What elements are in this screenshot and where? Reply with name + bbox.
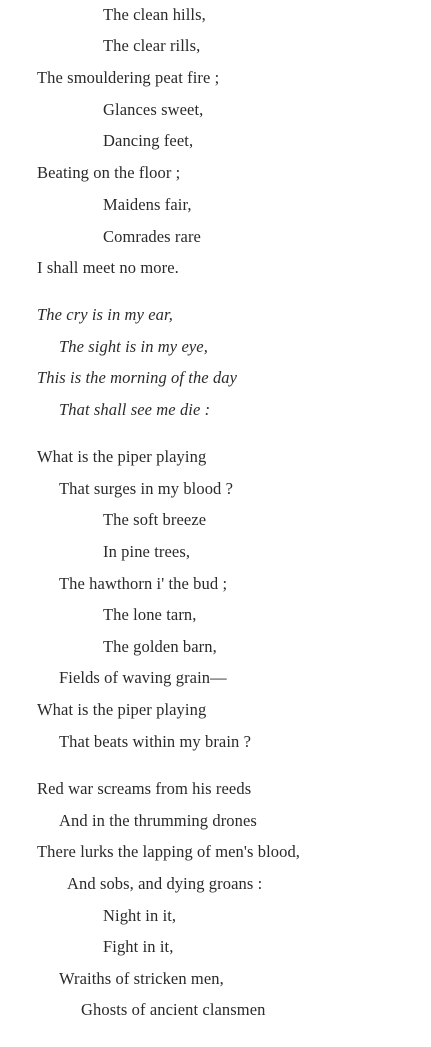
poem-line: Ghosts of ancient clansmen <box>81 1000 266 1019</box>
poem-line: Fields of waving grain— <box>59 668 227 687</box>
poem-line: The smouldering peat fire ; <box>37 68 220 87</box>
poem-line: Red war screams from his reeds <box>37 779 252 798</box>
poem-line: The sight is in my eye, <box>59 337 208 356</box>
poem-line: This is the morning of the day <box>37 368 238 387</box>
poem-line: That surges in my blood ? <box>59 479 234 498</box>
poem-line: The lone tarn, <box>103 605 197 624</box>
poem-line: The clear rills, <box>103 36 201 55</box>
poem-line: The hawthorn i' the bud ; <box>59 574 228 593</box>
poem-line: What is the piper playing <box>37 447 207 466</box>
poem-line: Comrades rare <box>103 227 201 246</box>
poem-line: Fight in it, <box>103 937 174 956</box>
poem-line: The clean hills, <box>103 5 206 24</box>
poem-line: The cry is in my ear, <box>37 305 173 324</box>
poem-line: The soft breeze <box>103 510 207 529</box>
poem-line: What is the piper playing <box>37 700 207 719</box>
poem-line: Wraiths of stricken men, <box>59 969 224 988</box>
poem-line: And in the thrumming drones <box>59 811 257 830</box>
poem-line: There lurks the lapping of men's blood, <box>37 842 301 861</box>
poem-line: That beats within my brain ? <box>59 732 252 751</box>
poem-line: In pine trees, <box>103 542 191 561</box>
poem-line: And sobs, and dying groans : <box>67 874 263 893</box>
poem-line: Glances sweet, <box>103 100 204 119</box>
poem-line: Night in it, <box>103 906 177 925</box>
poem-line: Dancing feet, <box>103 131 194 150</box>
poem-line: The golden barn, <box>103 637 217 656</box>
poem-line: Beating on the floor ; <box>37 163 181 182</box>
poem-line: That shall see me die : <box>59 400 211 419</box>
poem-line: Maidens fair, <box>103 195 192 214</box>
poem-line: I shall meet no more. <box>37 258 179 277</box>
